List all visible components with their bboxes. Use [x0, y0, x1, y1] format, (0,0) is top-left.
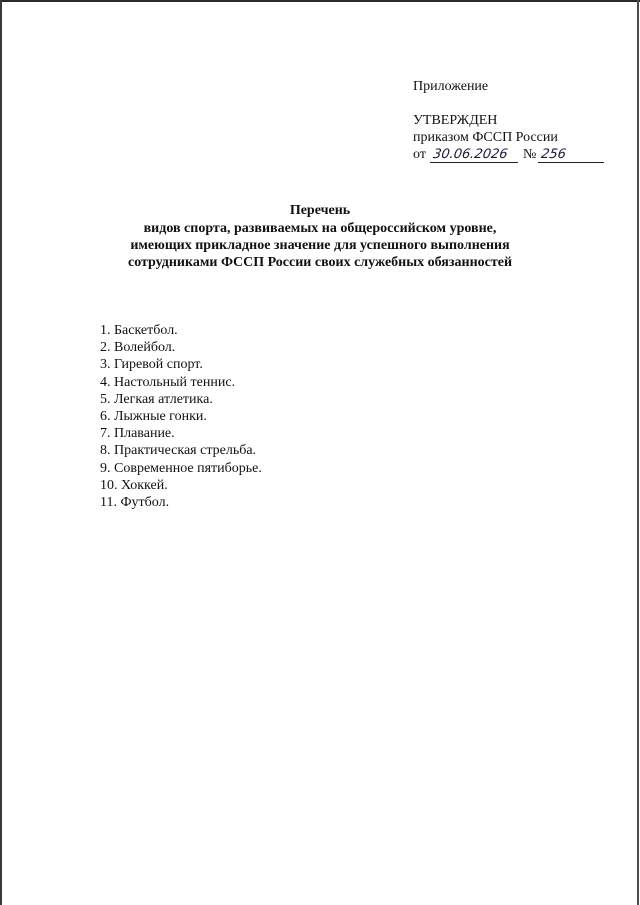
title-line: сотрудниками ФССП России своих служебных обязанностей — [127, 255, 513, 270]
list-item: 4. Настольный теннис. — [100, 374, 236, 390]
appendix-label: Приложение — [413, 79, 489, 94]
approval-block — [413, 78, 605, 163]
list-item: 2. Волейбол. — [100, 340, 176, 356]
list-item: 3. Гиревой спорт. — [100, 357, 203, 373]
number-sign: № — [522, 147, 537, 162]
title-heading: Перечень — [289, 203, 351, 218]
list-item: 5. Легкая атлетика. — [100, 391, 213, 407]
title-line: видов спорта, развиваемых на общероссийском уровне, — [143, 221, 497, 236]
list-item: 8. Практическая стрельба. — [100, 443, 257, 459]
handwritten-date: 30.06.2026 — [430, 147, 520, 163]
title-line: имеющих прикладное значение для успешного выполнения — [130, 238, 510, 253]
list-item: 7. Плавание. — [100, 426, 175, 442]
list-item: 9. Современное пятиборье. — [100, 460, 262, 476]
list-item: 11. Футбол. — [100, 495, 170, 511]
order-by-label: приказом ФССП России — [413, 130, 558, 145]
approved-label: УТВЕРЖДЕН — [413, 113, 498, 128]
scan-border-top — [0, 0, 640, 2]
scan-border-right — [637, 0, 639, 905]
document-title — [100, 202, 540, 271]
list-item: 6. Лыжные гонки. — [100, 409, 207, 425]
list-item: 1. Баскетбол. — [100, 323, 178, 338]
date-prefix: от — [413, 147, 426, 162]
scan-border-left — [0, 0, 2, 905]
handwritten-number: 256 — [538, 147, 606, 163]
sports-list — [100, 322, 262, 511]
list-item: 10. Хоккей. — [100, 477, 168, 493]
order-date-row — [413, 146, 605, 163]
